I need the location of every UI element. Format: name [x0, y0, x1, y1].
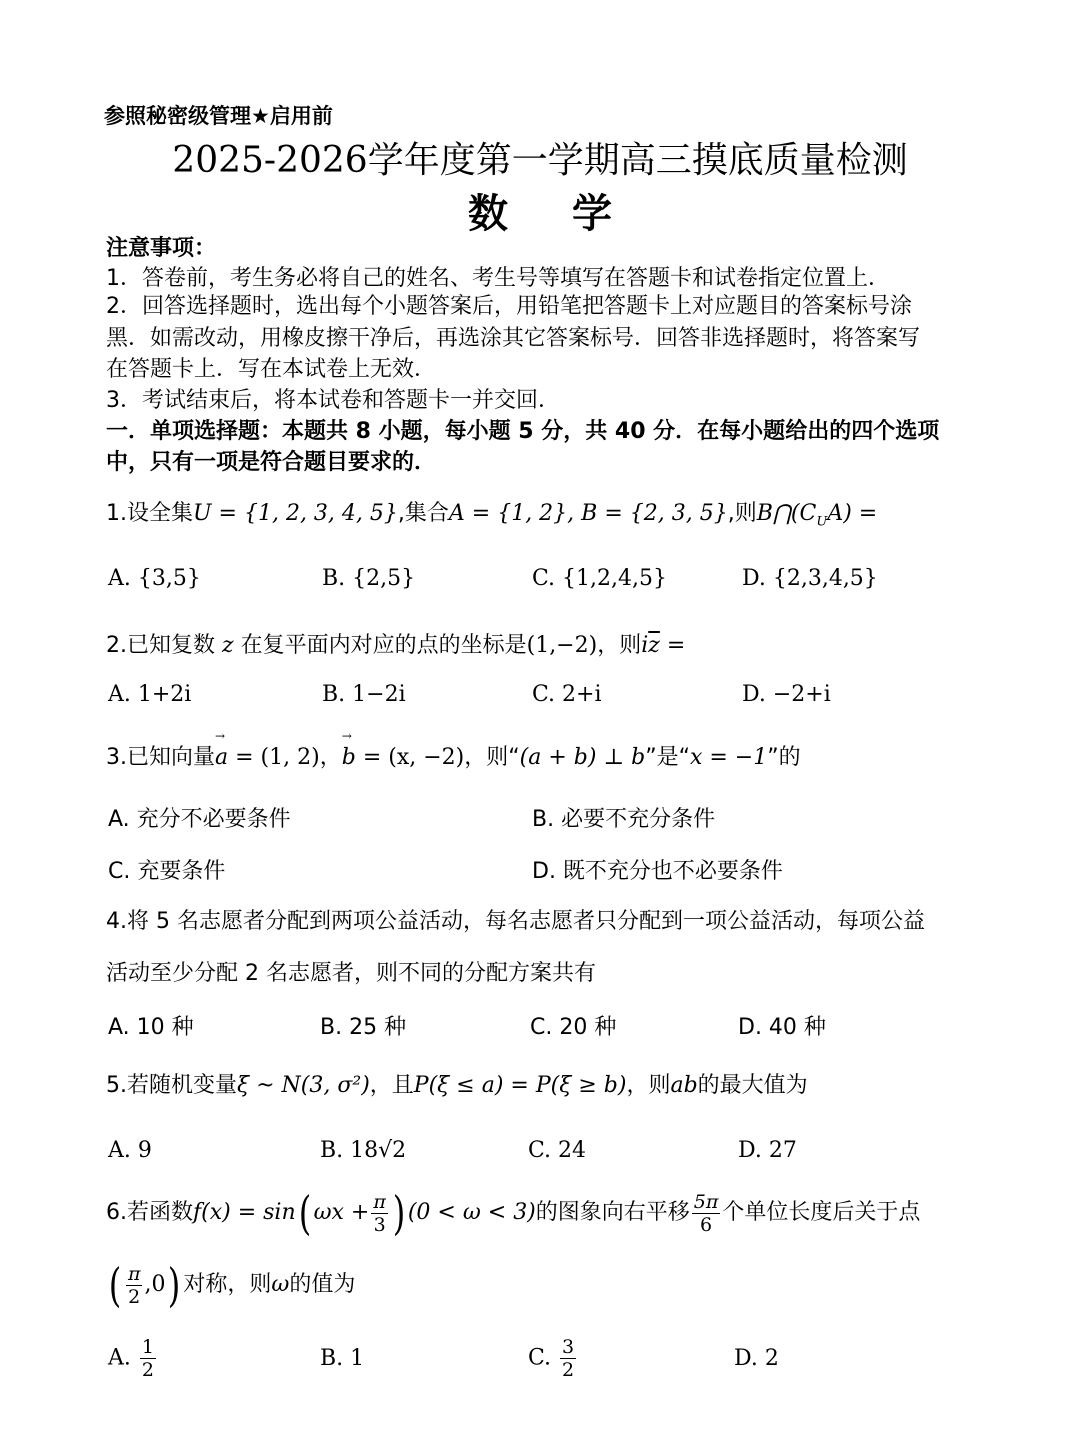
- q2-point: (1,−2): [526, 633, 598, 658]
- q1-sub: U: [816, 514, 828, 530]
- question-3: [106, 740, 801, 771]
- notice-item-2-line-3: 在答题卡上．写在本试卷上无效．: [106, 357, 437, 382]
- q2-text-b: 在复平面内对应的点的坐标是: [240, 633, 527, 658]
- q6-shift-fraction: [692, 1191, 721, 1236]
- q2-option-d: D. −2+i: [742, 682, 831, 707]
- question-1: [106, 496, 877, 529]
- q2-option-a: A. 1+2i: [108, 682, 192, 707]
- q6-omega: ω: [271, 1272, 290, 1297]
- q1-option-d: D. {2,3,4,5}: [742, 566, 878, 591]
- q6-option-c-fraction: [560, 1336, 576, 1381]
- q6-pi: π: [373, 1190, 386, 1213]
- q1-option-c: C. {1,2,4,5}: [532, 566, 667, 591]
- question-4-line-2: 活动至少分配 2 名志愿者，则不同的分配方案共有: [106, 961, 596, 986]
- q6-pi-over-3: [371, 1191, 388, 1236]
- notice-title: 注意事项：: [106, 236, 217, 261]
- notice-item-1: 1．答卷前，考生务必将自己的姓名、考生号等填写在答题卡和试卷指定位置上．: [106, 266, 890, 291]
- q5-option-b: B. 18√2: [320, 1138, 407, 1163]
- q2-z: z: [222, 633, 234, 658]
- q6-right-paren: ): [392, 1186, 406, 1240]
- q3-option-c: C. 充要条件: [108, 859, 226, 884]
- q3-text-b: ，则“: [464, 745, 520, 770]
- q2-text-c: ，则: [597, 633, 642, 658]
- section-1-line-1: 一．单项选择题：本题共 8 小题，每小题 5 分，共 40 分．在每小题给出的四个选项: [106, 419, 940, 444]
- q5-option-a: A. 9: [108, 1138, 152, 1163]
- notice-item-3: 3．考试结束后，将本试卷和答题卡一并交回．: [106, 388, 560, 413]
- q3-option-a: A. 充分不必要条件: [108, 807, 291, 832]
- q2-iz-z: $\overline{z}$: [648, 633, 660, 658]
- q6-text-b: 的图象向右平移: [535, 1200, 690, 1225]
- q5-text-a: 5.若随机变量: [106, 1073, 237, 1098]
- q2-iz-i: i: [641, 633, 649, 658]
- q6-option-a-label: A.: [108, 1345, 131, 1371]
- subject-title: 数学: [468, 191, 676, 237]
- q3-condition-2: x = −1: [689, 745, 768, 770]
- q3-a-def: = (1, 2): [235, 745, 320, 770]
- q6-option-d: D. 2: [734, 1346, 779, 1371]
- q6-range: (0 < ω < 3): [407, 1200, 536, 1225]
- q5-probability: P(ξ ≤ a) = P(ξ ≥ b): [413, 1073, 627, 1098]
- q5-text-d: 的最大值为: [697, 1073, 808, 1098]
- q5-distribution: ξ ~ N(3, σ²): [237, 1073, 370, 1098]
- q2-text-a: 2.已知复数: [106, 633, 215, 658]
- q5-text-c: ，则: [626, 1073, 671, 1098]
- q2-option-b: B. 1−2i: [322, 682, 406, 707]
- q1-universal-set: U = {1, 2, 3, 4, 5}: [193, 501, 398, 526]
- q3-b-def: = (x, −2): [362, 745, 465, 770]
- q6-text-c: 个单位长度后关于点: [722, 1200, 921, 1225]
- question-2: [106, 628, 685, 659]
- question-4-line-1: 4.将 5 名志愿者分配到两项公益活动，每名志愿者只分配到一项公益活动，每项公益: [106, 909, 925, 934]
- q1-mid: ,集合: [397, 501, 449, 526]
- q6-point-right-paren: ): [168, 1258, 181, 1312]
- q6-option-a: [108, 1336, 158, 1381]
- q1-expr: B⋂(C: [756, 501, 817, 526]
- q4-option-a: A. 10 种: [108, 1015, 194, 1040]
- q1-expr-end: A) =: [827, 501, 878, 526]
- q3-text-c: ”是“: [645, 745, 690, 770]
- notice-item-2-line-1: 2．回答选择题时，选出每个小题答案后，用铅笔把答题卡上对应题目的答案标号涂: [106, 294, 912, 319]
- q3-option-d: D. 既不充分也不必要条件: [532, 859, 783, 884]
- q2-option-c: C. 2+i: [532, 682, 602, 707]
- q6-point-two: 2: [128, 1285, 141, 1308]
- q6-option-a-den: 2: [141, 1359, 154, 1381]
- q6-option-a-num: 1: [141, 1336, 154, 1358]
- exam-title: 2025-2026学年度第一学期高三摸底质量检测: [172, 140, 908, 181]
- q6-left-paren: (: [298, 1186, 311, 1240]
- question-6-line-2: [106, 1258, 356, 1312]
- q1-sets: A = {1, 2}, B = {2, 3, 5}: [448, 501, 728, 526]
- q5-text-b: ，且: [369, 1073, 414, 1098]
- q6-option-b: B. 1: [320, 1346, 365, 1371]
- q6-option-a-fraction: [140, 1336, 156, 1381]
- q1-option-a: A. {3,5}: [108, 566, 201, 591]
- q6-option-c: [528, 1336, 578, 1381]
- q3-text-a: 3.已知向量: [106, 745, 215, 770]
- q3-option-b: B. 必要不充分条件: [532, 807, 716, 832]
- q3-condition: (a + b) ⊥ b: [519, 745, 646, 770]
- q6-text-a: 6.若函数: [106, 1200, 193, 1225]
- q6-point-zero: ,0: [144, 1272, 166, 1297]
- confidential-label: 参照秘密级管理★启用前: [104, 104, 333, 128]
- q6-function: f(x) = sin: [193, 1200, 296, 1225]
- q6-option-c-label: C.: [528, 1345, 552, 1371]
- q3-vector-a: → a: [215, 745, 228, 770]
- q6-text-e: 的值为: [289, 1272, 356, 1297]
- q4-option-d: D. 40 种: [738, 1015, 826, 1040]
- q6-option-c-den: 2: [562, 1359, 575, 1381]
- q5-option-d: D. 27: [738, 1138, 797, 1163]
- q3-vector-b: → b: [342, 745, 356, 770]
- notice-item-2-line-2: 黑．如需改动，用橡皮擦干净后，再选涂其它答案标号．回答非选择题时，将答案写: [106, 326, 921, 351]
- q6-six: 6: [700, 1213, 713, 1236]
- q6-point-pi: π: [127, 1262, 141, 1285]
- q4-option-b: B. 25 种: [320, 1015, 407, 1040]
- q6-point-fraction: [126, 1263, 143, 1308]
- q6-option-c-num: 3: [562, 1336, 575, 1358]
- question-5: [106, 1068, 808, 1099]
- q5-option-c: C. 24: [528, 1138, 587, 1163]
- q1-prefix: 1.设全集: [106, 501, 193, 526]
- q6-text-d: 对称，则: [183, 1272, 272, 1297]
- section-1-line-2: 中，只有一项是符合题目要求的．: [106, 450, 437, 475]
- q4-option-c: C. 20 种: [530, 1015, 617, 1040]
- question-6-line-1: [106, 1186, 921, 1240]
- q6-three: 3: [373, 1213, 386, 1236]
- q6-point-left-paren: (: [108, 1258, 122, 1312]
- q1-option-b: B. {2,5}: [322, 566, 416, 591]
- q6-five-pi: 5π: [693, 1190, 719, 1213]
- q2-eq: =: [659, 633, 686, 658]
- q3-comma: ，: [319, 745, 342, 770]
- q3-text-d: ”的: [767, 745, 801, 770]
- q1-then: ,则: [727, 501, 757, 526]
- q5-ab: ab: [670, 1073, 698, 1098]
- q6-inner: ωx +: [313, 1200, 370, 1225]
